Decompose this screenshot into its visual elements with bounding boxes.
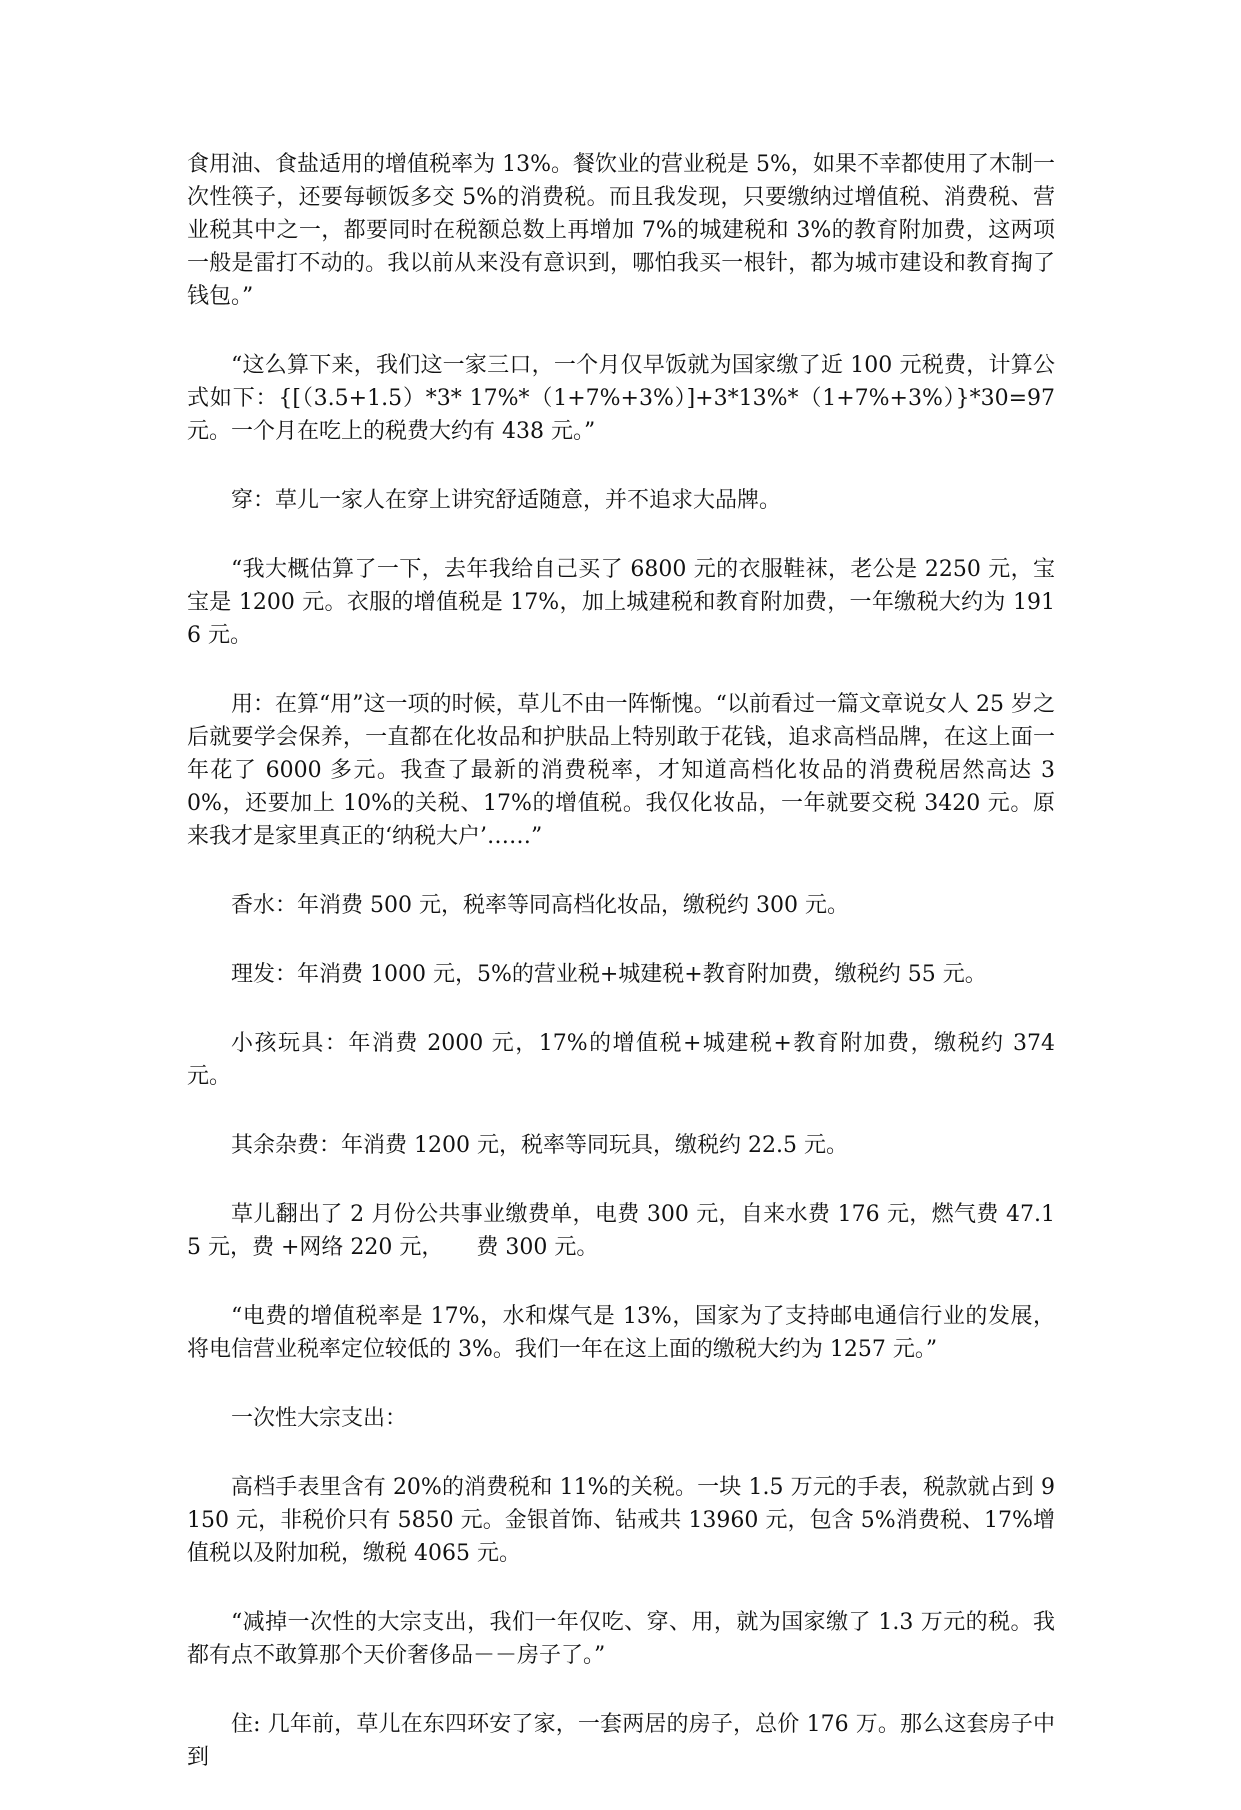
paragraph-housing: 住: 几年前，草儿在东四环安了家，一套两居的房子，总价 176 万。那么这套房子中到 [187, 1712, 1055, 1770]
paragraph-breakfast-formula: “这么算下来，我们这一家三口，一个月仅早饭就为国家缴了近 100 元税费，计算公式如下：{[（3.5+1.5）*3* 17%*（1+7%+3%）]+3*13%*（1+7%+3%）}*30=97 元。一个月在吃上的税费大约有 438 元。” [187, 353, 1055, 444]
paragraph-perfume: 香水：年消费 500 元，税率等同高档化妆品，缴税约 300 元。 [231, 893, 849, 918]
paragraph-haircut: 理发：年消费 1000 元，5%的营业税+城建税+教育附加费，缴税约 55 元。 [231, 962, 987, 987]
paragraph-clothing-tax: “我大概估算了一下，去年我给自己买了 6800 元的衣服鞋袜，老公是 2250 元，宝宝是 1200 元。衣服的增值税是 17%，加上城建税和教育附加费，一年缴税大约为 1916 元。 [187, 557, 1055, 648]
paragraph-toys: 小孩玩具：年消费 2000 元，17%的增值税+城建税+教育附加费，缴税约 374 元。 [187, 1031, 1055, 1089]
paragraph-annual-total: “减掉一次性的大宗支出，我们一年仅吃、穿、用，就为国家缴了 1.3 万元的税。我都有点不敢算那个天价奢侈品－－房子了。” [187, 1610, 1055, 1668]
paragraph-clothing-intro: 穿：草儿一家人在穿上讲究舒适随意，并不追求大品牌。 [231, 488, 782, 513]
paragraph-utility-tax: “电费的增值税率是 17%，水和煤气是 13%，国家为了支持邮电通信行业的发展，将电信营业税率定位较低的 3%。我们一年在这上面的缴税大约为 1257 元。” [187, 1304, 1055, 1362]
paragraph-cosmetics-tax: 用：在算“用”这一项的时候，草儿不由一阵惭愧。“以前看过一篇文章说女人 25 岁之后就要学会保养，一直都在化妆品和护肤品上特别敢于花钱，追求高档品牌，在这上面一年花了 6000 多元。我查了最新的消费税率，才知道高档化妆品的消费税居然高达 30%，还要加上 10%的关税、17%的增值税。我仅化妆品，一年就要交税 3420 元。原来我才是家里真正的‘纳税大户’……” [187, 692, 1055, 849]
paragraph-food-tax: 食用油、食盐适用的增值税率为 13%。餐饮业的营业税是 5%，如果不幸都使用了木制一次性筷子，还要每顿饭多交 5%的消费税。而且我发现，只要缴纳过增值税、消费税、营业税其中之一，都要同时在税额总数上再增加 7%的城建税和 3%的教育附加费，这两项一般是雷打不动的。我以前从来没有意识到，哪怕我买一根针，都为城市建设和教育掏了钱包。” [187, 152, 1055, 309]
paragraph-watch-jewelry: 高档手表里含有 20%的消费税和 11%的关税。一块 1.5 万元的手表，税款就占到 9150 元，非税价只有 5850 元。金银首饰、钻戒共 13960 元，包含 5%消费税、17%增值税以及附加税，缴税 4065 元。 [187, 1475, 1055, 1566]
document-page [187, 148, 1055, 1810]
paragraph-utilities: 草儿翻出了 2 月份公共事业缴费单，电费 300 元，自来水费 176 元，燃气费 47.15 元，费 +网络 220 元， 费 300 元。 [187, 1202, 1055, 1260]
paragraph-large-expense-heading: 一次性大宗支出： [231, 1406, 408, 1431]
paragraph-misc: 其余杂费：年消费 1200 元，税率等同玩具，缴税约 22.5 元。 [231, 1133, 848, 1158]
